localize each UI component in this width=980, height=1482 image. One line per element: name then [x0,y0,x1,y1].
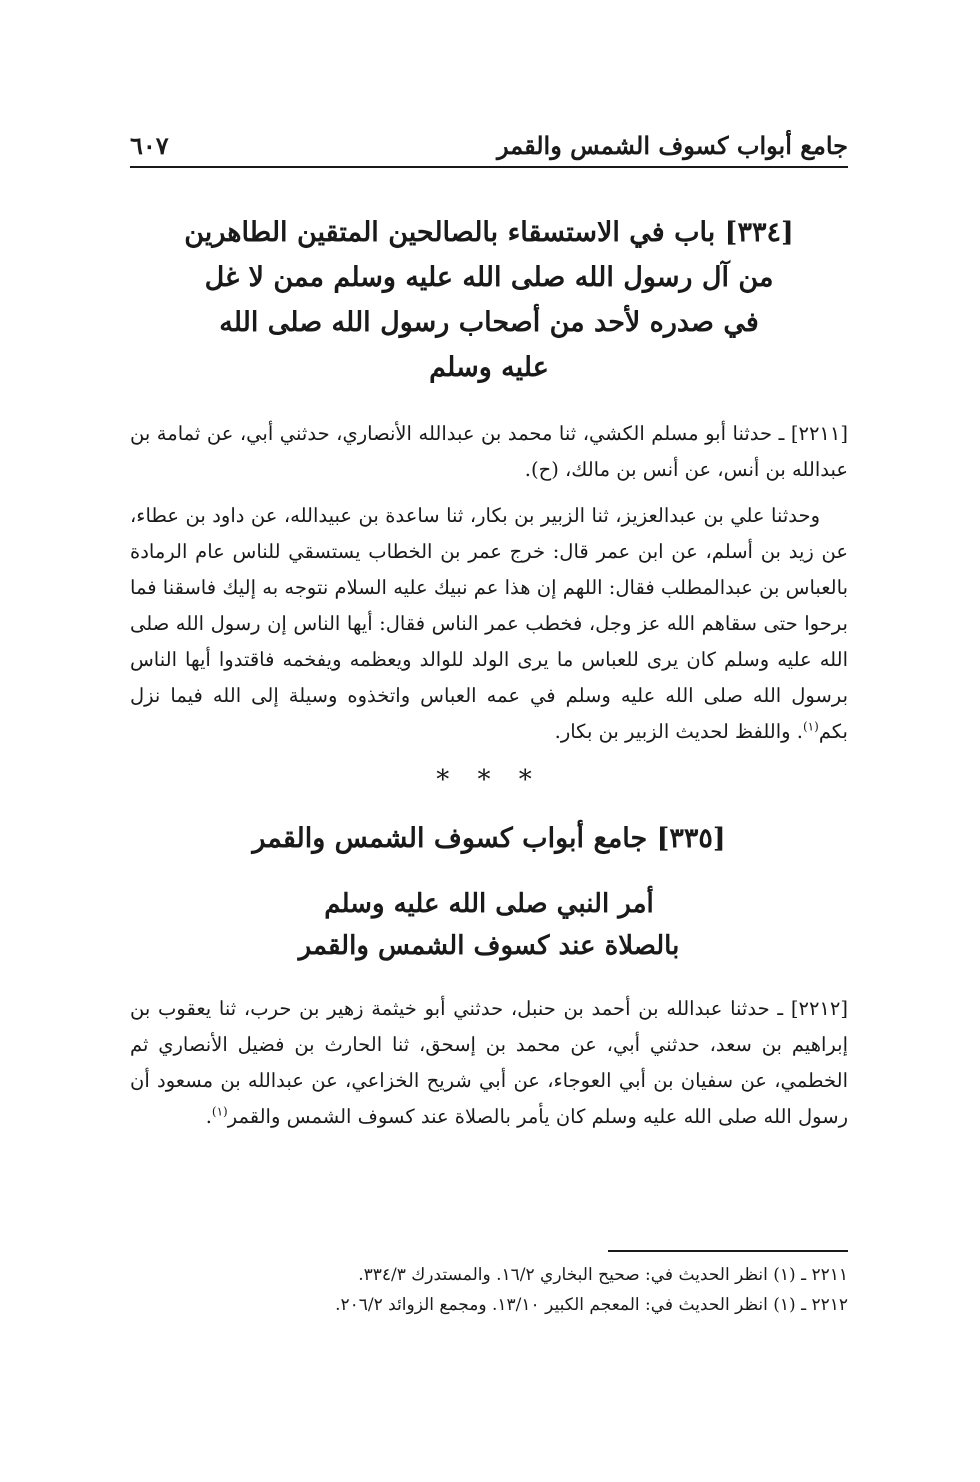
chapter-335-subheading-line-2: بالصلاة عند كسوف الشمس والقمر [298,931,680,961]
footnote-rule [608,1250,848,1252]
hadith-2212-text: [٢٢١٢] ـ حدثنا عبدالله بن أحمد بن حنبل، حدثني أبو خيثمة زهير بن حرب، ثنا يعقوب بن إبراهيم بن سعد، حدثني أبي، عن محمد بن إسحق، ثنا الحارث بن فضيل الأنصاري ثم الخطمي، عن سفيان بن أبي العوجاء، عن أبي شريح الخزاعي، عن عبدالله بن مسعود أن رسول الله صلى الله عليه وسلم كان يأمر بالصلاة عند كسوف الشمس والقمر [130,997,848,1128]
page-number: ٦٠٧ [130,131,169,160]
hadith-2211-isnad: [٢٢١١] ـ حدثنا أبو مسلم الكشي، ثنا محمد بن عبدالله الأنصاري، حدثني أبي، عن ثمامة بن عبدالله بن أنس، عن أنس بن مالك، (ح). [130,422,848,481]
footnotes-section [130,1250,848,1320]
footnote-list [130,1260,848,1320]
footnote-2212: ٢٢١٢ ـ (١) انظر الحديث في: المعجم الكبير ١٣/١٠. ومجمع الزوائد ٢٠٦/٢. [335,1295,848,1315]
book-page [130,120,848,1315]
chapter-334-heading [170,210,808,390]
chapter-335-subheading-line-1: أمر النبي صلى الله عليه وسلم [324,889,654,919]
footnote-marker-2211: (١) [802,719,819,734]
chapter-334-line-2: من آل رسول الله صلى الله عليه وسلم ممن لا غل [204,262,774,293]
hadith-2211-matn-end: . واللفظ لحديث الزبير بن بكار. [554,720,803,743]
chapter-334-line-4: عليه وسلم [429,352,549,383]
footnote-marker-2212: (١) [211,1104,228,1119]
hadith-2212 [130,991,848,1135]
footnote-2211: ٢٢١١ ـ (١) انظر الحديث في: صحيح البخاري ١٦/٢. والمستدرك ٣٣٤/٣. [358,1265,848,1285]
hadith-2212-end: . [205,1105,212,1128]
chapter-335-heading: [٣٣٥] جامع أبواب كسوف الشمس والقمر [252,823,726,854]
chapter-334-line-3: في صدره لأحد من أصحاب رسول الله صلى الله [219,307,759,338]
chapter-334-line-1: [٣٣٤] باب في الاستسقاء بالصالحين المتقين الطاهرين [184,217,794,248]
running-title: جامع أبواب كسوف الشمس والقمر [496,131,848,160]
hadith-2211-matn [130,498,848,750]
running-header [130,120,848,168]
chapter-335-subheading [130,883,848,967]
hadith-2211-matn-text: وحدثنا علي بن عبدالعزيز، ثنا الزبير بن بكار، ثنا ساعدة بن عبيدالله، عن داود بن عطاء، عن زيد بن أسلم، عن ابن عمر قال: خرج عمر بن الخطاب يستسقي للناس عام الرمادة بالعباس بن عبدالمطلب فقال: اللهم إن هذا عم نبيك عليه السلام نتوجه به إليك فاسقنا فما برحوا حتى سقاهم الله عز وجل، فخطب عمر الناس فقال: أيها الناس إن رسول الله صلى الله عليه وسلم كان يرى للعباس ما يرى الولد للوالد ويعظمه ويفخمه فاقتدوا أيها الناس برسول الله صلى الله عليه وسلم في عمه العباس واتخذوه وسيلة إلى الله فيما نزل بكم [130,504,848,743]
section-separator: * * * [436,765,542,795]
